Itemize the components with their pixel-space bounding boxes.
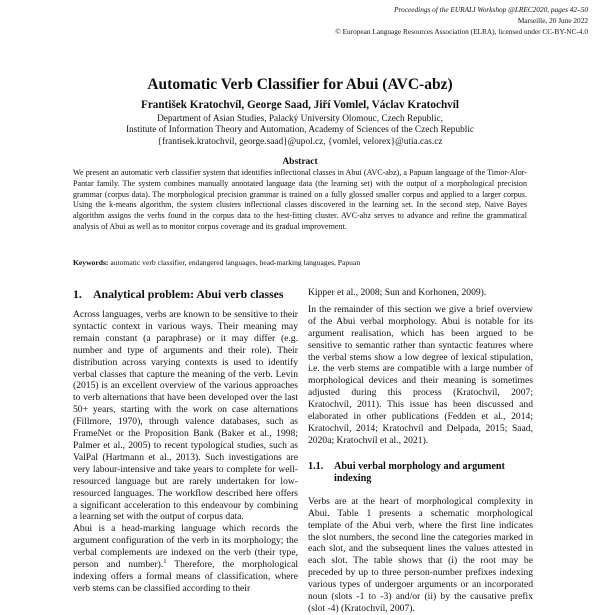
left-column	[73, 287, 298, 595]
section-number: 1.	[73, 287, 82, 301]
keywords-label: Keywords:	[73, 258, 109, 267]
right-column	[308, 287, 533, 615]
copyright-line: © European Language Resources Association (ELRA), licensed under CC-BY-NC-4.0	[335, 27, 588, 36]
abstract-heading: Abstract	[282, 157, 318, 167]
subsection-title: Abui verbal morphology and argument indexing	[334, 460, 505, 485]
venue-date-line: Marseille, 20 June 2022	[517, 16, 588, 25]
paragraph-text: Abui is a head-marking language which records the argument configuration of the verb in its morphology; the verbal complements are indexed on the verb (their type, person and number).	[73, 523, 298, 571]
paragraph-text-continued: Therefore, the morphological indexing offers a formal means of classification, where verb stems can be classified according to their	[73, 559, 298, 594]
right-paragraph-2: Verbs are at the heart of morphological complexity in Abui. Table 1 presents a schematic morphological template of the Abui verb, where the first line indicates the slot numbers, the second line the categories marked in each slot, and the subsequent lines the values attested in each slot. The table shows that (i) the root may be preceded by up to three person-number prefixes indexing various types of undergoer arguments or an incorporated noun (slots -1 to -3) and/or (ii) by the causative prefix (slot -4) (Kratochvíl, 2007).	[308, 495, 533, 614]
email-line: {frantisek.kratochvil, george.saad}@upol.cz, {vomlel, velorex}@utia.cas.cz	[157, 136, 443, 147]
proceedings-line: Proceedings of the EURALI Workshop @LREC2020, pages 42–50	[394, 5, 588, 14]
keywords	[73, 258, 527, 268]
publication-info	[335, 4, 588, 37]
affiliation-line-2: Institute of Information Theory and Automation, Academy of Sciences of the Czech Republic	[125, 125, 475, 136]
section-1-heading	[73, 287, 298, 301]
footnote-marker: 1	[163, 557, 167, 565]
subsection-number: 1.1.	[308, 460, 324, 472]
section-1-paragraph-1: Across languages, verbs are known to be sensitive to their syntactic context in various ways. Their meaning may remain constant (a paraphrase) or it may differ (e.g. number and type of arguments and their role). Their distribution across varying contexts is used to identify verbal classes that capture the meaning of the verb. Levin (2015) is an excellent overview of the various approaches to verb alternations that have been developed over the last 50+ years, starting with the work on case alternations (Fillmore, 1970), through valence databases, such as FrameNet or the Proposition Bank (Baker et al., 1998; Palmer et al., 2005) to recent typological studies, such as ValPal (Hartmann et al., 2013). Such investigations are very labour-intensive and take years to complete for well-resourced language but are rarely undertaken for low-resourced languages. The workflow described here offers a significant acceleration to this endeavour by combining a learning set with the output of corpus data.	[73, 309, 298, 523]
right-paragraph-continued: Kipper et al., 2008; Sun and Korhonen, 2009).	[308, 287, 487, 298]
section-title: Analytical problem: Abui verb classes	[93, 287, 284, 301]
affiliation-line-1: Department of Asian Studies, Palacký University Olomouc, Czech Republic,	[157, 114, 443, 124]
subsection-1-1-heading	[308, 461, 533, 486]
keywords-text: automatic verb classifier, endangered languages, head-marking languages, Papuan	[110, 258, 361, 267]
section-1-paragraph-2	[73, 523, 298, 594]
paper-title: Automatic Verb Classifier for Abui (AVC-abz)	[147, 76, 453, 93]
right-paragraph-1: In the remainder of this section we give a brief overview of the Abui verbal morphology. Abui is notable for its argument realisation, which has been argued to be sensitive to semantic rather than syntactic features where the verbal stems show a low degree of lexical stipulation, i.e. the verb stems are compatible with a large number of morphological devices and their meaning is sometimes adjusted during this process (Kratochvíl, 2007; Kratochvíl, 2011). This issue has been discussed and elaborated in other publications (Fedden et al., 2014; Kratochvíl, 2014; Kratochvíl and Delpada, 2015; Saad, 2020a; Kratochvíl et al., 2021).	[308, 303, 533, 446]
affiliations	[0, 114, 600, 148]
author-list: František Kratochvíl, George Saad, Jiří Vomlel, Václav Kratochvíl	[141, 99, 459, 111]
abstract-text: We present an automatic verb classifier system that identifies inflectional classes in Abui (AVC-abz), a Papuan language of the Timor-Alor-Pantar family. The system combines manually annotated language data (the learning set) with the output of a morphological precision grammar (corpus data). The morphological precision grammar is trained on a fully glossed smaller corpus and applied to a larger corpus. Using the k-means algorithm, the system clusters inflectional classes discovered in the learning set. In the second step, Naive Bayes algorithm assigns the verbs found in the corpus data to the best-fitting cluster. AVC-abz serves to advance and refine the grammatical analysis of Abui as well as to monitor corpus coverage and its gradual improvement.	[73, 168, 527, 231]
